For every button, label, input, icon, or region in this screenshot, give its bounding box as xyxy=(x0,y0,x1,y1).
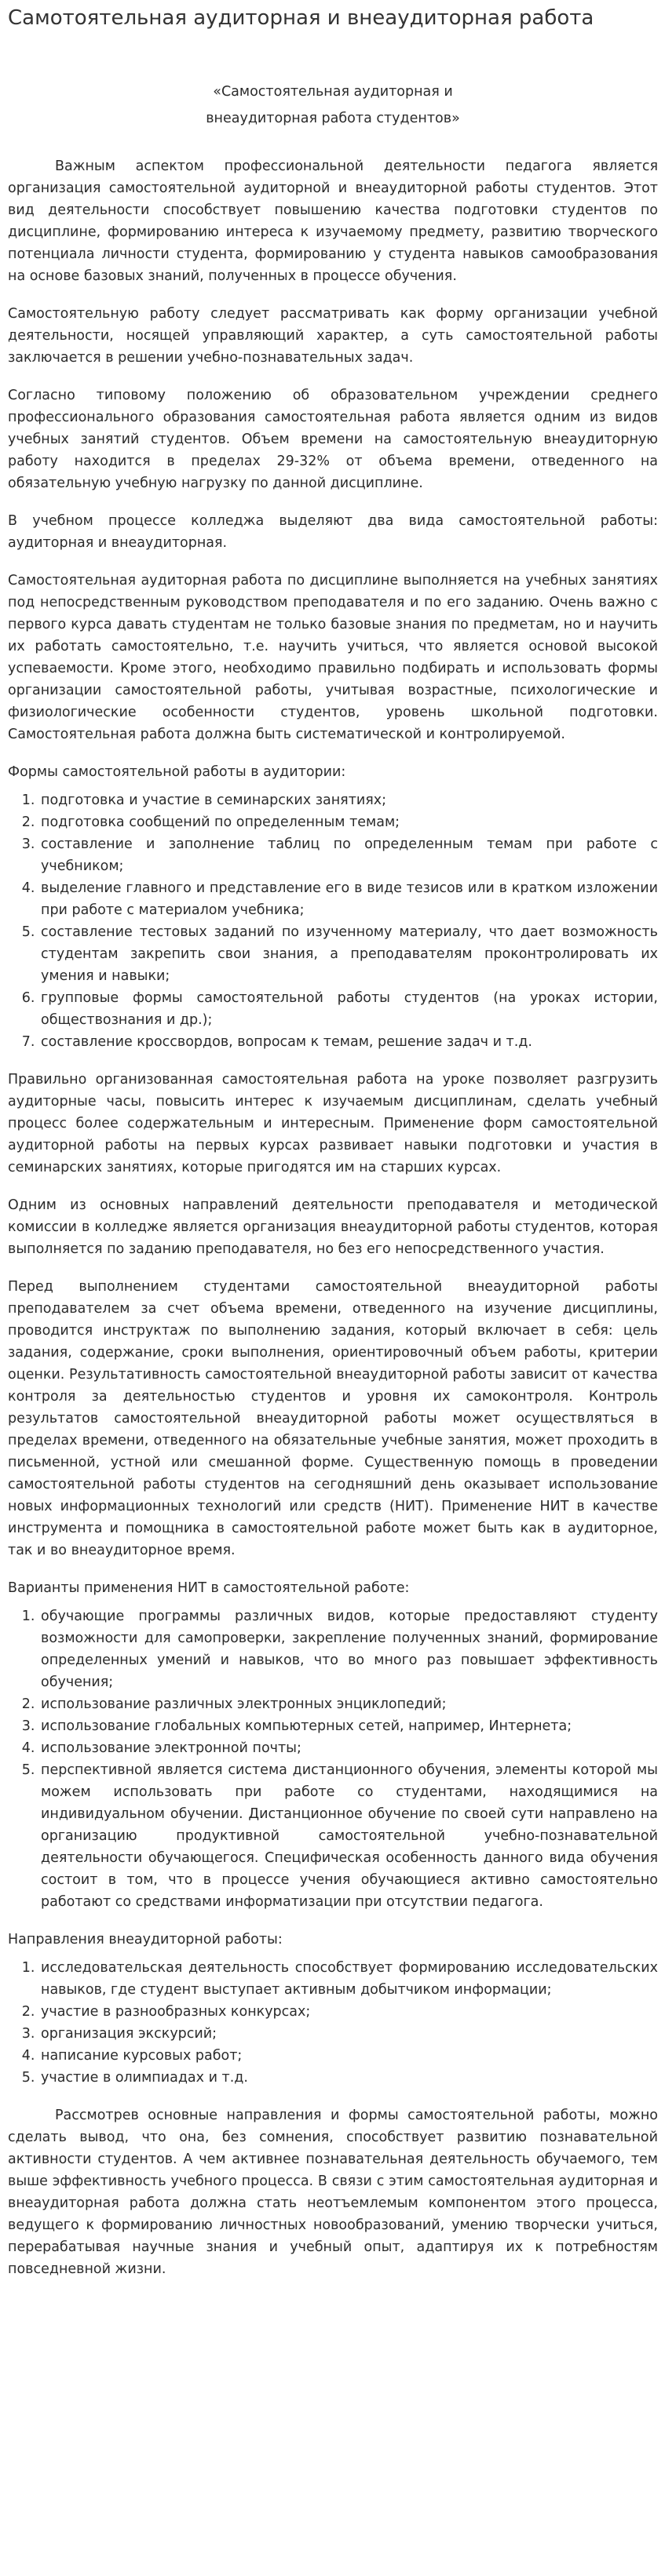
list-heading-nit: Варианты применения НИТ в самостоятельной работе: xyxy=(8,1580,410,1596)
paragraph: В учебном процессе колледжа выделяют два вида самостоятельной работы: аудиторная и внеаудиторная. xyxy=(8,513,658,551)
list-item: 5. участие в олимпиадах и т.д. xyxy=(39,2067,658,2089)
paragraph: Перед выполнением студентами самостоятельной внеаудиторной работы преподавателем за счет объема времени, отведенного на изучение дисциплины, проводится инструктаж по выполнению задания, который включает в себя: цель задания, содержание, сроки выполнения, ориентировочный объем работы, критерии оценки. Результативность самостоятельной внеаудиторной работы зависит от качества контроля за деятельностью студентов и уровня их самоконтроля. Контроль результатов самостоятельной внеаудиторной работы может осуществляться в пределах времени, отведенного на обязательные учебные занятия, может проходить в письменной, устной или смешанной форме. Существенную помощь в проведении самостоятельной работы студентов на сегодняшний день оказывает использование новых информационных технологий или средств (НИТ). Применение НИТ в качестве инструмента и помощника в самостоятельной работе может быть как в аудиторное, так и во внеаудиторное время. xyxy=(8,1279,658,1558)
paragraph-conclusion: Рассмотрев основные направления и формы самостоятельной работы, можно сделать вывод, что она, без сомнения, способствует развитию познавательной активности студентов. А чем активнее познавательная деятельность обучаемого, тем выше эффективность учебного процесса. В связи с этим самостоятельная аудиторная и внеаудиторная работа должна стать неотъемлемым компонентом этого процесса, ведущего к формированию личностных новообразований, умению творчески учиться, перерабатывая научные знания и учебный опыт, адаптируя их к потребностям повседневной жизни. xyxy=(8,2108,658,2277)
subtitle-line: внеаудиторная работа студентов» xyxy=(206,111,460,126)
list-item: 2. использование различных электронных энциклопедий; xyxy=(39,1693,658,1715)
paragraph: Самостоятельную работу следует рассматривать как форму организации учебной деятельности, носящей управляющий характер, а суть самостоятельной работы заключается в решении учебно-познавательных задач. xyxy=(8,306,658,366)
list-item: 6. групповые формы самостоятельной работы студентов (на уроках истории, обществознания и др.); xyxy=(39,987,658,1031)
list-item: 2. участие в разнообразных конкурсах; xyxy=(39,2001,658,2023)
list-item: 5. перспективной является система дистанционного обучения, элементы которой мы можем использовать при работе со студентами, находящимися на индивидуальном обучении. Дистанционное обучение по своей сути направлено на организацию продуктивной самостоятельной учебно-познавательной деятельности обучающегося. Специфическая особенность данного вида обучения состоит в том, что в процессе учения обучающиеся активно самостоятельно работают со средствами информатизации при отсутствии педагога. xyxy=(39,1759,658,1913)
list-item: 4. выделение главного и представление его в виде тезисов или в кратком изложении при работе с материалом учебника; xyxy=(39,877,658,921)
forms-list xyxy=(8,789,658,1053)
paragraph: Одним из основных направлений деятельности преподавателя и методической комиссии в колледже является организация внеаудиторной работы студентов, которая выполняется по заданию преподавателя, но без его непосредственного участия. xyxy=(8,1197,658,1257)
list-heading-extracurricular: Направления внеаудиторной работы: xyxy=(8,1932,283,1947)
list-item: 2. подготовка сообщений по определенным темам; xyxy=(39,811,658,833)
paragraph: Самостоятельная аудиторная работа по дисциплине выполняется на учебных занятиях под непосредственным руководством преподавателя и по его заданию. Очень важно с первого курса давать студентам не только базовые знания по предметам, но и научить их работать самостоятельно, т.е. научить учиться, что является основой высокой успеваемости. Кроме этого, необходимо правильно подбирать и использовать формы организации самостоятельной работы, учитывая возрастные, психологические и физиологические особенности студентов, уровень школьной подготовки. Самостоятельная работа должна быть систематической и контролируемой. xyxy=(8,573,658,742)
list-item: 1. исследовательская деятельность способствует формированию исследовательских навыков, где студент выступает активным добытчиком информации; xyxy=(39,1957,658,2001)
extracurricular-list xyxy=(8,1957,658,2089)
list-item: 5. составление тестовых заданий по изученному материалу, что дает возможность студентам закрепить свои знания, а преподавателям проконтролировать их умения и навыки; xyxy=(39,921,658,987)
nit-list xyxy=(8,1605,658,1913)
paragraph: Согласно типовому положению об образовательном учреждении среднего профессионального образования самостоятельная работа является одним из видов учебных занятий студентов. Объем времени на самостоятельную внеаудиторную работу находится в пределах 29-32% от объема времени, отведенного на обязательную учебную нагрузку по данной дисциплине. xyxy=(8,388,658,491)
list-item: 3. использование глобальных компьютерных сетей, например, Интернета; xyxy=(39,1715,658,1737)
list-item: 1. подготовка и участие в семинарских занятиях; xyxy=(39,789,658,811)
list-item: 4. написание курсовых работ; xyxy=(39,2045,658,2067)
paragraph: Правильно организованная самостоятельная работа на уроке позволяет разгрузить аудиторные часы, повысить интерес к изучаемым дисциплинам, сделать учебный процесс более содержательным и интересным. Применение форм самостоятельной аудиторной работы на первых курсах развивает навыки подготовки и участия в семинарских занятиях, которые пригодятся им на старших курсах. xyxy=(8,1072,658,1175)
page-title: Самотоятельная аудиторная и внеаудиторная работа xyxy=(8,6,594,30)
list-item: 3. составление и заполнение таблиц по определенным темам при работе с учебником; xyxy=(39,833,658,877)
paragraph-intro: Важным аспектом профессиональной деятельности педагога является организация самостоятельной аудиторной и внеаудиторной работы студентов. Этот вид деятельности способствует повышению качества подготовки студентов по дисциплине, формированию интереса к изучаемому предмету, развитию творческого потенциала личности студента, формированию у студента навыков самообразования на основе базовых знаний, полученных в процессе обучения. xyxy=(8,158,658,284)
subtitle-line: «Самостоятельная аудиторная и xyxy=(213,84,453,100)
list-heading-forms: Формы самостоятельной работы в аудитории: xyxy=(8,764,346,780)
list-item: 7. составление кроссвордов, вопросам к темам, решение задач и т.д. xyxy=(39,1031,658,1053)
list-item: 4. использование электронной почты; xyxy=(39,1737,658,1759)
subtitle xyxy=(8,78,658,132)
list-item: 3. организация экскурсий; xyxy=(39,2023,658,2045)
list-item: 1. обучающие программы различных видов, которые предоставляют студенту возможности для самопроверки, закрепление полученных знаний, формирование определенных умений и навыков, что во много раз повышает эффективность обучения; xyxy=(39,1605,658,1693)
